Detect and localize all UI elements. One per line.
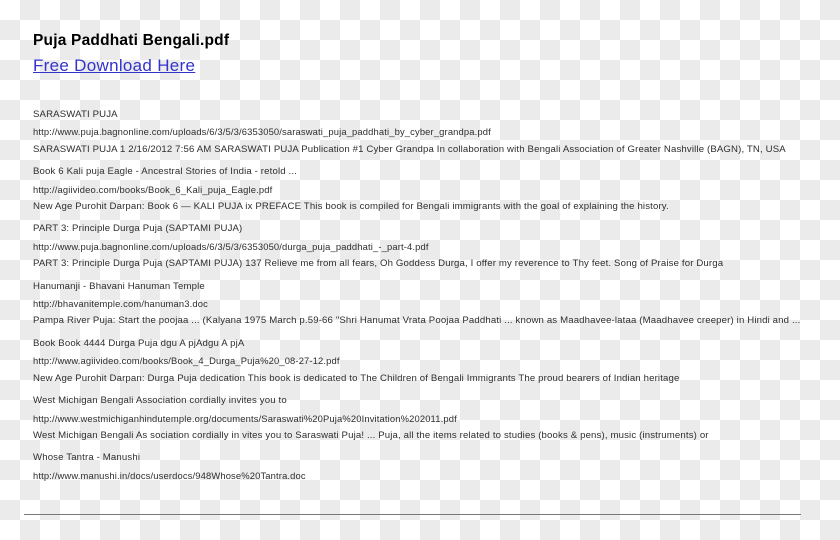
result-url: http://www.westmichiganhindutemple.org/documents/Saraswati%20Puja%20Invitation%202011.pdf [33, 412, 457, 424]
result-title: West Michigan Bengali Association cordially invites you to [33, 395, 287, 407]
result-snippet: Pampa River Puja: Start the poojaa ... (Kalyana 1975 March p.59-66 "Shri Hanumat Vrata Poojaa Paddhati ... known as Maadhavee-lataa (Maadhavee creeper) in Hindi and ... [33, 315, 801, 327]
result-snippet: West Michigan Bengali As sociation cordially in vites you to Saraswati Puja! ... Puja, all the items related to studies (books & pens), music (instruments) or [33, 429, 709, 441]
result-url: http://agiivideo.com/books/Book_6_Kali_puja_Eagle.pdf [33, 183, 273, 195]
list-item [33, 452, 815, 481]
page-title: Puja Paddhati Bengali.pdf [33, 32, 230, 49]
list-item [33, 109, 815, 155]
result-snippet: PART 3: Principle Durga Puja (SAPTAMI PUJA) 137 Relieve me from all fears, Oh Goddess Durga, I offer my reverence to Thy feet. Song of Praise for Durga [33, 258, 724, 270]
list-item [33, 166, 815, 212]
result-url: http://www.puja.bagnonline.com/uploads/6/3/5/3/6353050/saraswati_puja_paddhati_by_cyber_grandpa.pdf [33, 126, 491, 138]
result-url: http://bhavanitemple.com/hanuman3.doc [33, 298, 208, 310]
result-url: http://www.agiivideo.com/books/Book_4_Durga_Puja%20_08-27-12.pdf [33, 355, 340, 367]
search-results-list [33, 109, 815, 492]
result-title: PART 3: Principle Durga Puja (SAPTAMI PUJA) [33, 223, 243, 235]
result-snippet: SARASWATI PUJA 1 2/16/2012 7:56 AM SARASWATI PUJA Publication #1 Cyber Grandpa In collaboration with Bengali Association of Greater Nashville (BAGN), TN, USA [33, 143, 786, 155]
result-url: http://www.manushi.in/docs/userdocs/948Whose%20Tantra.doc [33, 469, 306, 481]
result-title: Hanumanji - Bhavani Hanuman Temple [33, 280, 205, 292]
result-title: Whose Tantra - Manushi [33, 452, 141, 464]
result-snippet: New Age Purohit Darpan: Durga Puja dedication This book is dedicated to The Children of Bengali Immigrants The proud bearers of Indian heritage [33, 372, 680, 384]
footer-divider [24, 514, 801, 515]
list-item [33, 338, 815, 384]
result-snippet: New Age Purohit Darpan: Book 6 — KALI PUJA ix PREFACE This book is compiled for Bengali immigrants with the goal of explaining the history. [33, 201, 669, 213]
result-title: Book Book 4444 Durga Puja dgu A pjAdgu A pjA [33, 337, 245, 349]
free-download-here-link[interactable]: Free Download Here [33, 56, 196, 75]
list-item [33, 281, 815, 327]
result-title: Book 6 Kali puja Eagle - Ancestral Stories of India - retold ... [33, 166, 297, 178]
result-url: http://www.puja.bagnonline.com/uploads/6/3/5/3/6353050/durga_puja_paddhati_-_part-4.pdf [33, 240, 429, 252]
list-item [33, 395, 815, 441]
list-item [33, 223, 815, 269]
result-title: SARASWATI PUJA [33, 109, 118, 120]
